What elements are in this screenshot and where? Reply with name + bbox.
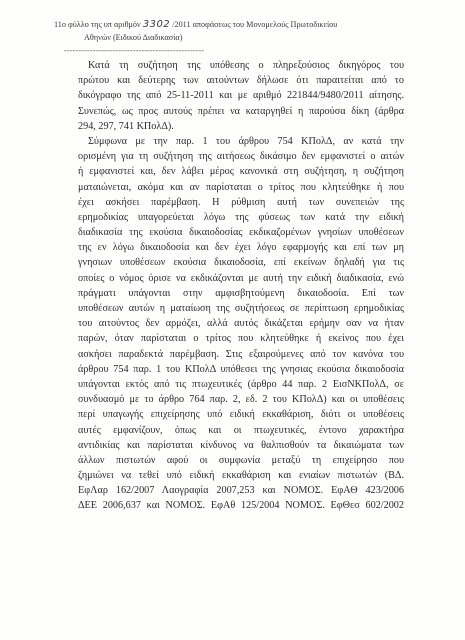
header-prefix: φύλλο της υπ αριθμόν bbox=[68, 20, 141, 29]
text-line: υποθέσεων αυτών η ματαίωση της συζητήσεως σε περίπτωση ερημοδικίας bbox=[78, 303, 404, 314]
text-line: ορισμένη για τη συζήτηση της αιτήσεως δικάσιμο δεν εμφανιστεί ο αιτών bbox=[78, 151, 404, 163]
text-line: έχει ασκήσει παρέμβαση. Η ρύθμιση αυτή των συνεπειών της bbox=[78, 196, 404, 208]
text-line: του αιτούντος δεν αρμόζει, αλλά αυτός δικάζεται ερήμην σαν να ήταν bbox=[78, 318, 404, 330]
header-court-line: Αθηνών (Ειδικού Διαδικασία) bbox=[84, 33, 183, 42]
text-line: ερημοδικίας υπαγορεύεται λόγω της φύσεως των κατά την ειδική bbox=[78, 211, 404, 223]
text-line: ζημιώνει να τεθεί υπό ειδική εκκαθάριση και ενιαίων πιστωτών (ΒΔ. bbox=[78, 470, 404, 482]
text-line: Κατά τη συζήτηση της υπόθεσης ο πληρεξούσιος δικηγόρος του bbox=[88, 60, 404, 71]
text-line: ΔΕΕ 2006,637 και ΝΟΜΟΣ. ΕφΑθ 125/2004 ΝΟΜΟΣ. ΕφΘεσ 602/2002 bbox=[78, 500, 404, 512]
text-line: περί υπαγωγής επιχείρησης υπό ειδική εκκαθάριση, διότι οι υποθέσεις bbox=[78, 409, 404, 421]
text-line: παρών, όταν παρίσταται ο τρίτος που κλητεύθηκε ή εκείνος που έχει bbox=[78, 333, 404, 345]
text-line: αντιδικίας και παρίσταται κίνδυνος να θαλπισθούν τα δικαιώματα των bbox=[78, 439, 404, 451]
text-line: δικόγραφο της από 25-11-2011 και με αριθμό 221844/9480/2011 αίτησης. bbox=[78, 90, 404, 102]
text-line: συνδυασμό με το άρθρο 764 παρ. 2, εδ. 2 του ΚΠολΔ) και οι υποθέσεις bbox=[78, 394, 404, 406]
text-line: ματαιώνεται, ακόμα και αν παρίσταται ο τρίτος που κλητεύθηκε ή που bbox=[78, 181, 404, 193]
text-line: πράγματι υπάγονται στην αμφισβητούμενη δικαιοδοσία. Επί των bbox=[78, 287, 404, 299]
text-line: Σύμφωνα με την παρ. 1 του άρθρου 754 ΚΠολΔ, αν κατά την bbox=[88, 135, 404, 147]
document-body bbox=[78, 58, 404, 514]
text-line: της εν λόγω δικαιοδοσία και δεν έχει λόγο εφαρμογής και επί των μη bbox=[78, 242, 404, 254]
header-divider: ------------------------------------------------- bbox=[64, 46, 205, 55]
text-line: γνησιων υποθέσεων εκούσια δικαιοδοσία, επί εκείνων δηλαδή για τις bbox=[78, 257, 404, 269]
handwritten-decision-number: 3302 bbox=[142, 19, 171, 30]
text-line: Συνεπώς, ως προς αυτούς πρέπει να καταργηθεί η παρούσα δίκη (άρθρα bbox=[78, 105, 404, 117]
text-line: υπάγονται εκτός από τις πτωχευτικές (άρθρο 44 παρ. 2 ΕισΝΚΠολΔ, σε bbox=[78, 378, 404, 390]
text-line: ασκήσει παραδεκτά παρέμβαση. Στις εξαιρούμενες από τον κανόνα του bbox=[78, 348, 404, 360]
page-header bbox=[54, 20, 434, 30]
text-line: ΕφΛαρ 162/2007 Λαογραφία 2007,253 και ΝΟΜΟΣ. ΕφΑΘ 423/2006 bbox=[78, 485, 404, 497]
text-line: οποίες ο νόμος όρισε να εκδικάζονται με αυτή την ειδική διαδικασία, ενώ bbox=[78, 272, 404, 284]
text-line: αυτές εμφανίζουν, όπως και οι πτωχευτικές, έντονο χαρακτήρα bbox=[78, 424, 404, 436]
header-suffix: /2011 αποφάσεως του Μονομελούς Πρωτοδικείου bbox=[172, 20, 338, 29]
page-number: 11ο bbox=[54, 20, 66, 29]
text-line: ή εμφανιστεί και, δεν λάβει μέρος κανονικά στη συζήτηση, η συζήτηση bbox=[78, 166, 404, 178]
text-line: άλλων πιστωτών αφού οι συμφωνία μεταξύ τη επιχείρησο που bbox=[78, 454, 404, 466]
text-line: άρθρου 754 παρ. 1 του ΚΠολΔ υπόθεσει της γνησιας εκούσια δικαιοδοσία bbox=[78, 363, 404, 375]
text-line: διαδικασία της εκούσια δικαιοδοσίας εκδικαζομένων γνησίων υποθέσεων bbox=[78, 227, 404, 239]
text-line: 294, 297, 741 ΚΠολΔ). bbox=[78, 120, 174, 132]
text-line: πρώτου και δεύτερης των αιτούντων δήλωσε ότι παραιτείται από το bbox=[78, 75, 404, 87]
